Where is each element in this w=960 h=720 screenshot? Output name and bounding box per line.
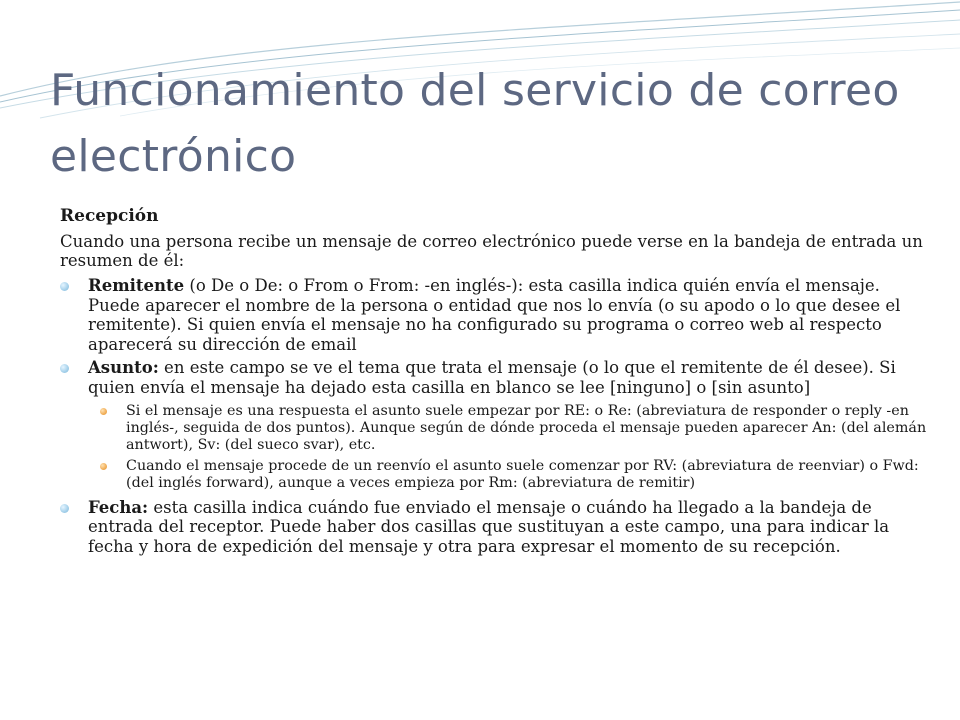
sub-bullet-rv [88, 458, 936, 492]
bullet-dot-icon [60, 504, 69, 513]
sub-bullet-dot-icon [100, 408, 107, 415]
bullet-dot-icon [60, 282, 69, 291]
bullet-text: (o De o De: o From o From: -en inglés-): esta casilla indica quién envía el mensaje. Puede aparecer el nombre de la persona o entidad que nos lo envía (o su apodo o lo que desee el remitente). Si quien envía el mensaje no ha configurado su programa o correo web al respecto aparecerá su dirección de email [88, 276, 901, 354]
slide-title: Funcionamiento del servicio de correo electrónico [50, 65, 900, 182]
bullet-asunto [60, 358, 936, 492]
section-heading: Recepción [60, 206, 159, 226]
bullet-remitente [60, 276, 936, 354]
bullet-term: Fecha: [88, 497, 149, 517]
bullet-text: esta casilla indica cuándo fue enviado el mensaje o cuándo ha llegado a la bandeja de entrada del receptor. Puede haber dos casillas que sustituyan a este campo, una para indicar la fecha y hora de expedición del mensaje y otra para expresar el momento de su recepción. [88, 497, 890, 556]
bullet-list [60, 276, 936, 556]
intro-paragraph: Cuando una persona recibe un mensaje de correo electrónico puede verse en la bandeja de entrada un resumen de él: [60, 232, 923, 270]
sub-bullet-re [88, 403, 936, 453]
sub-bullet-dot-icon [100, 463, 107, 470]
bullet-term: Remitente [88, 276, 185, 295]
sub-bullet-text: Cuando el mensaje procede de un reenvío el asunto suele comenzar por RV: (abreviatura de reenviar) o Fwd: (del inglés forward), aunque a veces empieza por Rm: (abreviatura de remitir) [126, 458, 919, 492]
bullet-term: Asunto: [88, 358, 159, 377]
bullet-dot-icon [60, 364, 69, 373]
bullet-text: en este campo se ve el tema que trata el mensaje (o lo que el remitente de él desee). Si quien envía el mensaje ha dejado esta casilla en blanco se lee [ninguno] o [sin asunto] [88, 358, 896, 397]
bullet-fecha [60, 498, 936, 557]
slide-body [60, 206, 936, 560]
sub-bullet-text: Si el mensaje es una respuesta el asunto suele empezar por RE: o Re: (abreviatura de responder o reply -en inglés-, seguida de dos puntos). Aunque según de dónde proceda el mensaje pueden aparecer An: (del alemán antwort), Sv: (del sueco svar), etc. [126, 403, 927, 453]
sub-bullet-list [88, 403, 936, 492]
